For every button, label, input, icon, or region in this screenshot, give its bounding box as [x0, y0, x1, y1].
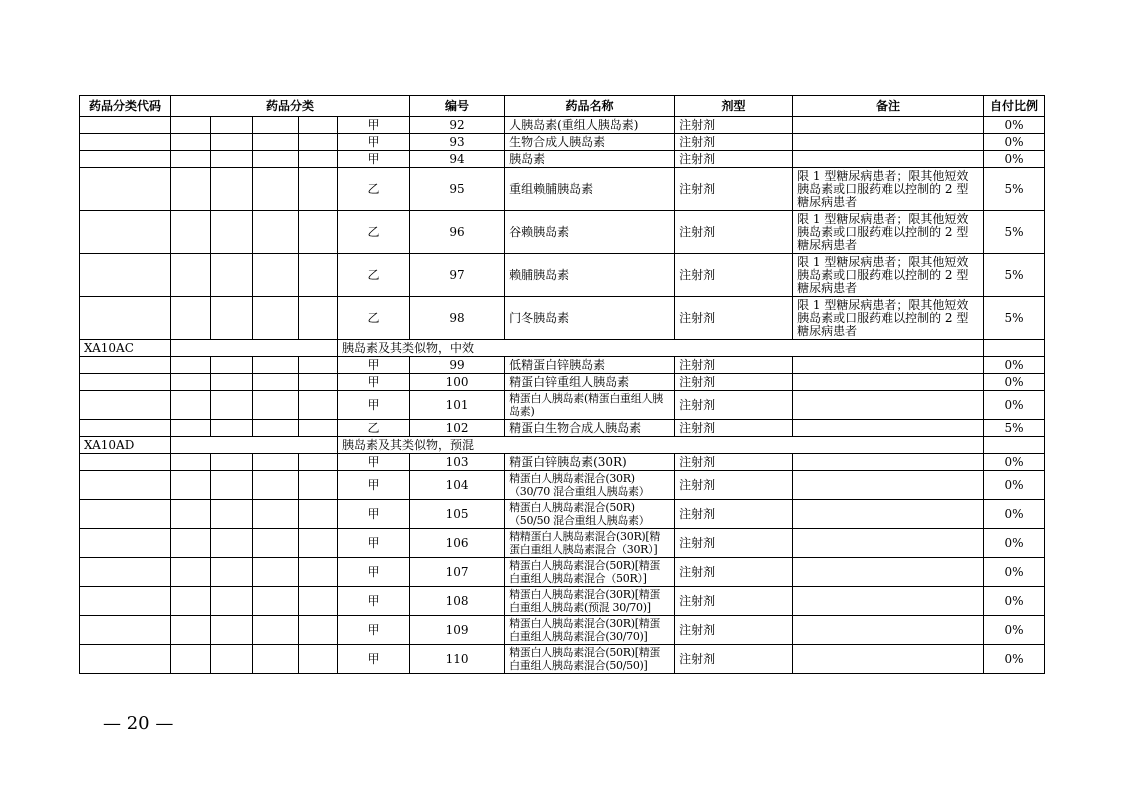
form-cell: 注射剂	[675, 254, 793, 297]
grade-cell: 乙	[338, 254, 410, 297]
ratio-cell: 5%	[984, 211, 1045, 254]
ratio-cell: 0%	[984, 151, 1045, 168]
form-cell: 注射剂	[675, 645, 793, 674]
table-row	[80, 454, 1045, 471]
subcat-cell	[211, 616, 253, 645]
code-cell	[80, 168, 171, 211]
subcat-cell	[171, 645, 211, 674]
subcat-cell	[299, 645, 338, 674]
subcat-cell	[299, 151, 338, 168]
grade-cell: 乙	[338, 168, 410, 211]
drug-name-cell: 精蛋白人胰岛素(精蛋白重组人胰岛素)	[505, 391, 675, 420]
remark-cell	[793, 391, 984, 420]
subcat-cell	[171, 391, 211, 420]
subcat-cell	[253, 391, 299, 420]
number-cell: 104	[410, 471, 505, 500]
form-cell: 注射剂	[675, 211, 793, 254]
subcat-cell	[211, 471, 253, 500]
subcat-cell	[211, 168, 253, 211]
drug-name-cell: 精蛋白锌胰岛素(30R)	[505, 454, 675, 471]
remark-cell	[793, 529, 984, 558]
subcat-cell	[211, 558, 253, 587]
category-label-cell: 胰岛素及其类似物，预混	[338, 437, 984, 454]
subcat-cell	[253, 420, 299, 437]
code-cell	[80, 420, 171, 437]
ratio-cell: 5%	[984, 168, 1045, 211]
number-cell: 101	[410, 391, 505, 420]
table-row	[80, 616, 1045, 645]
grade-cell: 乙	[338, 297, 410, 340]
subcat-cell	[253, 529, 299, 558]
subcat-cell	[171, 529, 211, 558]
table-body	[80, 117, 1045, 674]
subcat-cell	[253, 645, 299, 674]
subcat-cell	[211, 117, 253, 134]
remark-cell	[793, 500, 984, 529]
subcat-cell	[253, 616, 299, 645]
table-row	[80, 168, 1045, 211]
code-cell	[80, 134, 171, 151]
code-cell	[80, 151, 171, 168]
table-row	[80, 500, 1045, 529]
subcat-cell	[211, 134, 253, 151]
table-row	[80, 254, 1045, 297]
form-cell: 注射剂	[675, 374, 793, 391]
remark-cell: 限 1 型糖尿病患者；限其他短效胰岛素或口服药难以控制的 2 型糖尿病患者	[793, 254, 984, 297]
subcat-cell	[299, 616, 338, 645]
grade-cell: 甲	[338, 616, 410, 645]
subcat-cell	[171, 374, 211, 391]
remark-cell	[793, 645, 984, 674]
form-cell: 注射剂	[675, 151, 793, 168]
number-cell: 93	[410, 134, 505, 151]
subcat-cell	[253, 558, 299, 587]
subcat-cell	[171, 558, 211, 587]
drug-name-cell: 精精蛋白人胰岛素混合(30R)[精蛋白重组人胰岛素混合（30R）]	[505, 529, 675, 558]
form-cell: 注射剂	[675, 117, 793, 134]
form-cell: 注射剂	[675, 500, 793, 529]
table-row	[80, 391, 1045, 420]
code-cell	[80, 117, 171, 134]
category-label-cell: 胰岛素及其类似物，中效	[338, 340, 984, 357]
subcat-cell	[211, 151, 253, 168]
number-cell: 105	[410, 500, 505, 529]
subcat-cell	[299, 357, 338, 374]
subcat-cell	[299, 454, 338, 471]
subcat-cell	[171, 500, 211, 529]
subcat-cell	[253, 168, 299, 211]
number-cell: 100	[410, 374, 505, 391]
subcat-cell	[299, 558, 338, 587]
subcat-cell	[299, 587, 338, 616]
form-cell: 注射剂	[675, 420, 793, 437]
subcat-cell	[211, 297, 253, 340]
subcat-cell	[253, 254, 299, 297]
subcat-cell	[171, 420, 211, 437]
subcat-cell	[171, 297, 211, 340]
form-cell: 注射剂	[675, 357, 793, 374]
subcat-cell	[299, 529, 338, 558]
subcat-cell	[299, 471, 338, 500]
subcat-cell	[253, 374, 299, 391]
table-row	[80, 357, 1045, 374]
ratio-cell: 0%	[984, 529, 1045, 558]
subcat-cell	[211, 211, 253, 254]
code-cell	[80, 454, 171, 471]
subcat-cell	[211, 587, 253, 616]
table-row	[80, 587, 1045, 616]
form-cell: 注射剂	[675, 391, 793, 420]
ratio-cell: 0%	[984, 558, 1045, 587]
drug-name-cell: 胰岛素	[505, 151, 675, 168]
remark-cell	[793, 374, 984, 391]
subcat-cell	[211, 374, 253, 391]
table-row	[80, 151, 1045, 168]
subcat-cell	[299, 391, 338, 420]
number-cell: 109	[410, 616, 505, 645]
drug-name-cell: 精蛋白人胰岛素混合(30R)（30/70 混合重组人胰岛素）	[505, 471, 675, 500]
grade-cell: 甲	[338, 500, 410, 529]
ratio-cell: 0%	[984, 374, 1045, 391]
header-category: 药品分类	[171, 96, 410, 117]
subcat-cell	[299, 211, 338, 254]
category-spacer	[171, 437, 338, 454]
code-cell	[80, 500, 171, 529]
header-remark: 备注	[793, 96, 984, 117]
category-row	[80, 340, 1045, 357]
grade-cell: 甲	[338, 529, 410, 558]
subcat-cell	[299, 168, 338, 211]
number-cell: 97	[410, 254, 505, 297]
drug-name-cell: 精蛋白人胰岛素混合(30R)[精蛋白重组人胰岛素(预混 30/70)]	[505, 587, 675, 616]
code-cell	[80, 374, 171, 391]
table-row	[80, 645, 1045, 674]
table-row	[80, 297, 1045, 340]
remark-cell	[984, 437, 1045, 454]
code-cell	[80, 391, 171, 420]
subcat-cell	[171, 616, 211, 645]
number-cell: 95	[410, 168, 505, 211]
drug-name-cell: 精蛋白人胰岛素混合(50R)（50/50 混合重组人胰岛素）	[505, 500, 675, 529]
header-code: 药品分类代码	[80, 96, 171, 117]
remark-cell	[793, 587, 984, 616]
subcat-cell	[299, 500, 338, 529]
ratio-cell: 0%	[984, 616, 1045, 645]
remark-cell: 限 1 型糖尿病患者；限其他短效胰岛素或口服药难以控制的 2 型糖尿病患者	[793, 168, 984, 211]
drug-name-cell: 精蛋白锌重组人胰岛素	[505, 374, 675, 391]
subcat-cell	[299, 420, 338, 437]
remark-cell	[793, 558, 984, 587]
subcat-cell	[171, 357, 211, 374]
subcat-cell	[253, 454, 299, 471]
subcat-cell	[171, 471, 211, 500]
drug-name-cell: 重组赖脯胰岛素	[505, 168, 675, 211]
drug-catalog-table	[79, 95, 1045, 674]
header-ratio: 自付比例	[984, 96, 1045, 117]
grade-cell: 甲	[338, 454, 410, 471]
category-code-cell: XA10AC	[80, 340, 171, 357]
subcat-cell	[211, 357, 253, 374]
subcat-cell	[211, 454, 253, 471]
grade-cell: 甲	[338, 151, 410, 168]
remark-cell	[793, 357, 984, 374]
number-cell: 106	[410, 529, 505, 558]
subcat-cell	[211, 391, 253, 420]
number-cell: 107	[410, 558, 505, 587]
header-name: 药品名称	[505, 96, 675, 117]
form-cell: 注射剂	[675, 297, 793, 340]
code-cell	[80, 471, 171, 500]
grade-cell: 乙	[338, 211, 410, 254]
number-cell: 94	[410, 151, 505, 168]
code-cell	[80, 558, 171, 587]
number-cell: 110	[410, 645, 505, 674]
subcat-cell	[253, 134, 299, 151]
table-row	[80, 471, 1045, 500]
form-cell: 注射剂	[675, 471, 793, 500]
remark-cell	[793, 420, 984, 437]
subcat-cell	[171, 254, 211, 297]
grade-cell: 乙	[338, 420, 410, 437]
code-cell	[80, 529, 171, 558]
ratio-cell: 0%	[984, 454, 1045, 471]
remark-cell: 限 1 型糖尿病患者；限其他短效胰岛素或口服药难以控制的 2 型糖尿病患者	[793, 297, 984, 340]
ratio-cell: 5%	[984, 420, 1045, 437]
subcat-cell	[253, 117, 299, 134]
subcat-cell	[299, 117, 338, 134]
drug-name-cell: 精蛋白人胰岛素混合(50R)[精蛋白重组人胰岛素混合(50/50)]	[505, 645, 675, 674]
category-row	[80, 437, 1045, 454]
remark-cell: 限 1 型糖尿病患者；限其他短效胰岛素或口服药难以控制的 2 型糖尿病患者	[793, 211, 984, 254]
ratio-cell: 0%	[984, 357, 1045, 374]
ratio-cell: 0%	[984, 134, 1045, 151]
code-cell	[80, 297, 171, 340]
subcat-cell	[171, 211, 211, 254]
ratio-cell: 0%	[984, 587, 1045, 616]
subcat-cell	[211, 529, 253, 558]
form-cell: 注射剂	[675, 168, 793, 211]
form-cell: 注射剂	[675, 134, 793, 151]
number-cell: 103	[410, 454, 505, 471]
number-cell: 92	[410, 117, 505, 134]
subcat-cell	[299, 374, 338, 391]
subcat-cell	[171, 454, 211, 471]
remark-cell	[793, 134, 984, 151]
number-cell: 102	[410, 420, 505, 437]
form-cell: 注射剂	[675, 454, 793, 471]
code-cell	[80, 357, 171, 374]
subcat-cell	[211, 420, 253, 437]
remark-cell	[793, 117, 984, 134]
number-cell: 96	[410, 211, 505, 254]
grade-cell: 甲	[338, 558, 410, 587]
code-cell	[80, 211, 171, 254]
drug-name-cell: 人胰岛素(重组人胰岛素)	[505, 117, 675, 134]
subcat-cell	[171, 168, 211, 211]
form-cell: 注射剂	[675, 529, 793, 558]
category-spacer	[171, 340, 338, 357]
ratio-cell: 0%	[984, 500, 1045, 529]
subcat-cell	[299, 297, 338, 340]
code-cell	[80, 254, 171, 297]
remark-cell	[984, 340, 1045, 357]
grade-cell: 甲	[338, 391, 410, 420]
drug-name-cell: 精蛋白人胰岛素混合(30R)[精蛋白重组人胰岛素混合(30/70)]	[505, 616, 675, 645]
form-cell: 注射剂	[675, 616, 793, 645]
page-number: — 20 —	[103, 713, 174, 734]
number-cell: 108	[410, 587, 505, 616]
subcat-cell	[253, 151, 299, 168]
ratio-cell: 0%	[984, 117, 1045, 134]
drug-name-cell: 低精蛋白锌胰岛素	[505, 357, 675, 374]
table-row	[80, 420, 1045, 437]
subcat-cell	[171, 117, 211, 134]
form-cell: 注射剂	[675, 558, 793, 587]
ratio-cell: 0%	[984, 471, 1045, 500]
drug-name-cell: 精蛋白人胰岛素混合(50R)[精蛋白重组人胰岛素混合（50R）]	[505, 558, 675, 587]
table-row	[80, 374, 1045, 391]
subcat-cell	[211, 254, 253, 297]
table-row	[80, 211, 1045, 254]
code-cell	[80, 645, 171, 674]
header-number: 编号	[410, 96, 505, 117]
code-cell	[80, 587, 171, 616]
header-form: 剂型	[675, 96, 793, 117]
grade-cell: 甲	[338, 134, 410, 151]
subcat-cell	[211, 645, 253, 674]
drug-name-cell: 精蛋白生物合成人胰岛素	[505, 420, 675, 437]
table-row	[80, 558, 1045, 587]
number-cell: 98	[410, 297, 505, 340]
drug-name-cell: 门冬胰岛素	[505, 297, 675, 340]
subcat-cell	[253, 587, 299, 616]
grade-cell: 甲	[338, 374, 410, 391]
subcat-cell	[211, 500, 253, 529]
subcat-cell	[253, 211, 299, 254]
subcat-cell	[253, 471, 299, 500]
remark-cell	[793, 454, 984, 471]
subcat-cell	[299, 134, 338, 151]
form-cell: 注射剂	[675, 587, 793, 616]
grade-cell: 甲	[338, 587, 410, 616]
category-code-cell: XA10AD	[80, 437, 171, 454]
table-header-row	[80, 96, 1045, 117]
grade-cell: 甲	[338, 357, 410, 374]
subcat-cell	[253, 297, 299, 340]
table-row	[80, 134, 1045, 151]
drug-name-cell: 赖脯胰岛素	[505, 254, 675, 297]
subcat-cell	[171, 587, 211, 616]
remark-cell	[793, 151, 984, 168]
table-row	[80, 117, 1045, 134]
grade-cell: 甲	[338, 471, 410, 500]
remark-cell	[793, 616, 984, 645]
subcat-cell	[253, 500, 299, 529]
ratio-cell: 5%	[984, 254, 1045, 297]
drug-name-cell: 谷赖胰岛素	[505, 211, 675, 254]
grade-cell: 甲	[338, 117, 410, 134]
grade-cell: 甲	[338, 645, 410, 674]
table-row	[80, 529, 1045, 558]
subcat-cell	[171, 151, 211, 168]
code-cell	[80, 616, 171, 645]
subcat-cell	[253, 357, 299, 374]
subcat-cell	[299, 254, 338, 297]
ratio-cell: 5%	[984, 297, 1045, 340]
ratio-cell: 0%	[984, 391, 1045, 420]
subcat-cell	[171, 134, 211, 151]
number-cell: 99	[410, 357, 505, 374]
drug-name-cell: 生物合成人胰岛素	[505, 134, 675, 151]
ratio-cell: 0%	[984, 645, 1045, 674]
remark-cell	[793, 471, 984, 500]
